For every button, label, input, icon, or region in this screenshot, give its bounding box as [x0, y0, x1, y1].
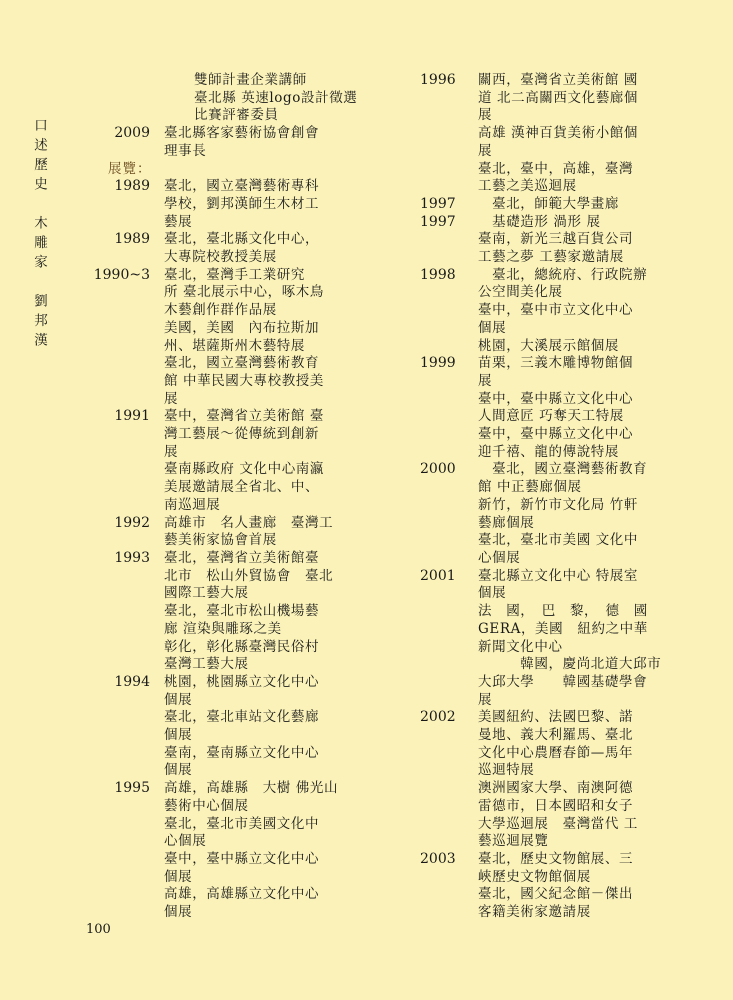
entry-line: 展 [478, 691, 493, 708]
entry-year: 2001 [420, 567, 456, 584]
exhibition-entry [420, 214, 652, 267]
entry-block [164, 550, 344, 603]
entry-line: 文化中心農曆春節—馬年 [478, 744, 634, 761]
entry-block [478, 125, 648, 160]
left-top-entries [88, 125, 378, 160]
entry-year: 1989 [114, 178, 150, 195]
entry-year: 2000 [420, 461, 456, 478]
exhibition-entry [420, 196, 652, 214]
entry-year: 1994 [114, 673, 150, 690]
entry-line: 臺北，臺灣省立美術館臺 [164, 549, 320, 566]
exhibition-entry [88, 780, 378, 922]
entry-line: 大專院校教授美展 [164, 249, 277, 266]
entry-block [164, 231, 344, 266]
entry-line: 國際工藝大展 [164, 585, 249, 602]
exhibition-entry [88, 178, 378, 231]
entry-block [164, 603, 344, 638]
entry-line: 工藝之夢 工藝家邀請展 [478, 249, 624, 266]
entry-line: 大邱大學 韓國基礎學會 [478, 673, 648, 690]
left-entries [88, 178, 378, 922]
entry-line: 臺北，國父紀念館－傑出 [478, 886, 634, 903]
entry-block [164, 745, 344, 780]
entry-line: 展 [478, 372, 493, 389]
entry-block [164, 515, 344, 550]
entry-line: 臺南，新光三越百貨公司 [478, 231, 634, 248]
entry-text [478, 461, 648, 567]
entry-line: 個展 [164, 904, 193, 921]
entry-line: 館 中正藝廊個展 [478, 479, 582, 496]
entry-line: 個展 [164, 727, 193, 744]
entry-block [478, 886, 648, 921]
entry-block [164, 639, 344, 674]
entry-block [164, 355, 344, 408]
entry-line: 基礎造形 渦形 展 [478, 213, 601, 230]
entry-line: 巡迴特展 [478, 762, 535, 779]
entry-line: 個展 [478, 585, 507, 602]
entry-line: 個展 [478, 319, 507, 336]
entry-block [164, 816, 344, 851]
entry-line: 州、堪薩斯州木藝特展 [164, 337, 305, 354]
entry-line: 心個展 [164, 833, 207, 850]
entry-line: 個展 [164, 868, 193, 885]
entry-line: 藝巡迴展覽 [478, 833, 549, 850]
entry-line: 工藝之美巡迴展 [478, 178, 577, 195]
entry-block [478, 355, 648, 390]
entry-year: 1992 [114, 514, 150, 531]
entry-block [478, 338, 648, 356]
exhibition-entry [420, 267, 652, 356]
entry-line: 臺北，臺灣手工業研究 [164, 266, 305, 283]
entry-block [478, 568, 648, 603]
entry-line: 個展 [164, 691, 193, 708]
entry-line: 臺北，臺中，高雄，臺灣 [478, 160, 634, 177]
entry-line: 理事長 [164, 142, 207, 159]
entry-text [164, 178, 344, 231]
entry-block [478, 391, 648, 426]
exhibition-entry [420, 567, 662, 710]
entry-line: 新聞文化中心 [478, 638, 563, 655]
entry-year: 1996 [420, 72, 456, 88]
exhibition-entry [88, 408, 378, 514]
entry-line: 木藝創作群作品展 [164, 302, 277, 319]
entry-line: 臺中，臺中市立文化中心 [478, 302, 634, 319]
exhibition-heading: 展覽： [108, 160, 152, 177]
entry-line: 北市 松山外貿協會 臺北 [164, 567, 334, 584]
entry-line: 灣工藝展～從傳統到創新 [164, 426, 320, 443]
entry-year: 1997 [420, 213, 456, 230]
exhibition-entry [420, 72, 652, 196]
entry-year: 1998 [420, 266, 456, 283]
entry-text [478, 567, 662, 710]
entry-line: 桃園，桃園縣立文化中心 [164, 673, 320, 690]
entry-line: 館 中華民國大專校教授美 [164, 372, 324, 389]
entry-text [164, 408, 344, 514]
exhibition-entry [88, 515, 378, 550]
entry-year: 1990~3 [93, 266, 150, 283]
entry-block [478, 461, 648, 496]
entry-block [164, 780, 344, 815]
entry-line: 臺灣工藝大展 [164, 656, 249, 673]
page-number: 100 [86, 922, 111, 937]
entry-line: 人間意匠 巧奪天工特展 [478, 408, 624, 425]
entry-line: 峽歷史文物館個展 [478, 868, 591, 885]
entry-block [478, 267, 648, 302]
entry-year: 1995 [114, 780, 150, 797]
exhibition-entry [420, 709, 652, 851]
entry-line: 臺北，國立臺灣藝術教育 [164, 355, 320, 372]
entry-line: 苗栗，三義木雕博物館個 [478, 355, 634, 372]
entry-text [164, 515, 344, 550]
entry-line: 高雄 漢神百貨美術小館個 [478, 125, 638, 142]
entry-line: 高雄，高雄縣 大樹 佛光山 [164, 780, 339, 797]
entry-text [164, 550, 344, 674]
entry-block [164, 674, 344, 709]
entry-block [478, 709, 648, 780]
right-column [420, 72, 662, 922]
entry-text [164, 780, 344, 922]
exhibition-entry [420, 851, 652, 922]
entry-line: 臺北，總統府、行政院辦 [478, 266, 648, 283]
entry-line: 韓國，慶尚北道大邱市 [478, 656, 662, 673]
entry-line: 心個展 [478, 549, 521, 566]
entry-block [164, 709, 344, 744]
entry-line: 臺北，臺北縣文化中心， [164, 231, 320, 248]
entry-block [164, 461, 344, 514]
entry-line: 藝廊個展 [478, 514, 535, 531]
entry-block [164, 267, 344, 320]
entry-line: 廊 渲染與雕琢之美 [164, 620, 282, 637]
entry-line: 關西，臺灣省立美術館 國 [478, 72, 638, 88]
entry-line: 臺北縣立文化中心 特展室 [478, 567, 638, 584]
entry-text [478, 709, 648, 851]
entry-year: 1991 [114, 408, 150, 425]
entry-block [478, 302, 648, 337]
exhibition-entry [88, 674, 378, 780]
entry-year: 2003 [420, 850, 456, 867]
entry-line: 展 [478, 107, 493, 124]
entry-text [164, 674, 344, 780]
entry-line: 臺北，國立臺灣藝術專科 [164, 178, 320, 195]
entry-line: 臺北，臺北市美國文化中 [164, 815, 320, 832]
entry-year: 1989 [114, 231, 150, 248]
entry-block [164, 408, 344, 461]
entry-text [478, 267, 648, 356]
entry-block [478, 603, 648, 656]
entry-block [478, 426, 648, 461]
entry-block [478, 231, 648, 266]
entry-text [164, 125, 344, 160]
entry-block [478, 780, 648, 851]
entry-line: 雙師計畫企業講師 [194, 72, 307, 88]
entry-line: 臺北，臺北市松山機場藝 [164, 603, 320, 620]
left-top-lines [194, 72, 374, 125]
entry-line: 展 [164, 390, 179, 407]
entry-line: 臺中，臺灣省立美術館 臺 [164, 408, 324, 425]
entry-block [164, 886, 344, 921]
entry-text [164, 231, 344, 266]
entry-line: 展 [164, 443, 179, 460]
exhibition-entry [420, 461, 652, 567]
entry-line: 澳洲國家大學、南澳阿德 [478, 780, 634, 797]
entry-line: 臺北縣客家藝術協會創會 [164, 125, 320, 142]
entry-line: 臺北縣 英速logo設計徵選 [194, 89, 358, 106]
entry-text [164, 267, 344, 409]
entry-line: 臺北，臺北市美國 文化中 [478, 532, 638, 549]
entry-line: 藝術中心個展 [164, 797, 249, 814]
side-title: 口述歷史 木雕家 劉邦漢 [31, 118, 47, 352]
entry-text [478, 72, 648, 196]
entry-line: 臺北，國立臺灣藝術教育 [478, 461, 648, 478]
entry-line: 藝美術家協會首展 [164, 532, 277, 549]
entry-line: 所 臺北展示中心，啄木鳥 [164, 284, 324, 301]
entry-year: 1993 [114, 549, 150, 566]
exhibition-entry [88, 125, 378, 160]
entry-line: 臺南，臺南縣立文化中心 [164, 744, 320, 761]
entry-block [478, 656, 662, 709]
entry-block [164, 178, 344, 231]
entry-line: 南巡迴展 [164, 496, 221, 513]
entry-year: 2002 [420, 709, 456, 726]
entry-line: GERA，美國 紐約之中華 [478, 620, 648, 637]
entry-block [478, 72, 648, 125]
entry-line: 臺中，臺中縣立文化中心 [478, 390, 634, 407]
entry-block [478, 161, 648, 196]
exhibition-entry [420, 355, 652, 461]
entry-line: 藝展 [164, 213, 193, 230]
entry-line: 彰化，彰化縣臺灣民俗村 [164, 638, 320, 655]
exhibition-entry [88, 550, 378, 674]
entry-year: 1997 [420, 195, 456, 212]
entry-line: 高雄市 名人畫廊 臺灣工 [164, 514, 334, 531]
entry-line: 桃園，大溪展示館個展 [478, 337, 619, 354]
entry-line: 個展 [164, 762, 193, 779]
entry-line: 臺南縣政府 文化中心南瀛 [164, 461, 324, 478]
entry-line: 公空間美化展 [478, 284, 563, 301]
entry-year: 2009 [114, 125, 150, 142]
entry-line: 雷德市，日本國昭和女子 [478, 797, 634, 814]
entry-block [478, 497, 648, 532]
entry-text [478, 851, 648, 922]
entry-block [478, 196, 648, 214]
entry-line: 美展邀請展全省北、中、 [164, 479, 320, 496]
entry-block [478, 851, 648, 886]
right-entries [420, 72, 662, 922]
entry-text [478, 196, 648, 214]
entry-line: 臺中，臺中縣立文化中心 [164, 850, 320, 867]
exhibition-entry [88, 231, 378, 266]
entry-line: 比賽評審委員 [194, 107, 279, 124]
entry-text [478, 214, 648, 267]
entry-line: 臺北，歷史文物館展、三 [478, 850, 634, 867]
entry-line: 大學巡迴展 臺灣當代 工 [478, 815, 638, 832]
entry-block [478, 532, 648, 567]
entry-line: 臺中，臺中縣立文化中心 [478, 426, 634, 443]
entry-line: 道 北二高關西文化藝廊個 [478, 89, 638, 106]
entry-line: 臺北，師範大學畫廊 [478, 195, 619, 212]
entry-line: 迎千禧、龍的傳說特展 [478, 443, 619, 460]
entry-line: 學校，劉邦漢師生木材工 [164, 195, 320, 212]
entry-line: 高雄，高雄縣立文化中心 [164, 886, 320, 903]
exhibition-entry [88, 267, 378, 409]
entry-line: 客籍美術家邀請展 [478, 904, 591, 921]
entry-year: 1999 [420, 355, 456, 372]
entry-line: 曼地、義大利羅馬、臺北 [478, 727, 634, 744]
entry-line: 法 國， 巴 黎， 德 國 [478, 603, 648, 620]
entry-block [164, 851, 344, 886]
entry-text [478, 355, 648, 461]
entry-block [164, 320, 344, 355]
entry-line: 臺北，臺北車站文化藝廊 [164, 709, 320, 726]
entry-line: 美國，美國 內布拉斯加 [164, 319, 320, 336]
entry-line: 新竹，新竹市文化局 竹軒 [478, 496, 638, 513]
entry-line: 展 [478, 142, 493, 159]
entry-block [478, 214, 648, 232]
left-column [88, 72, 378, 922]
entry-line: 美國紐約、法國巴黎、諾 [478, 709, 634, 726]
